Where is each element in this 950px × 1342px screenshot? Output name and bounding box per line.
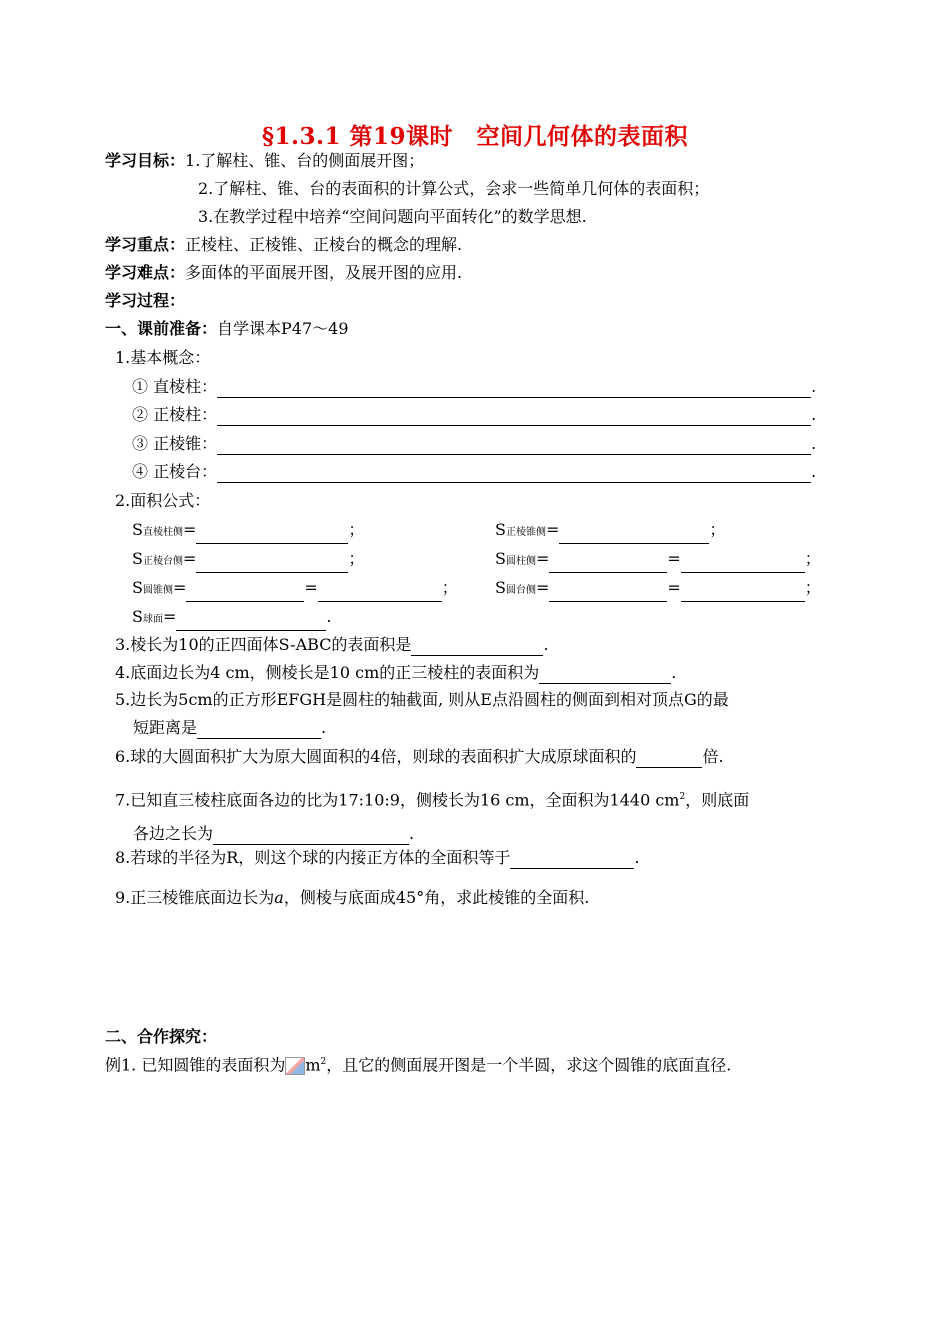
superscript: 2 xyxy=(320,1057,327,1067)
question-text: 3.棱长为10的正四面体S-ABC的表面积是 xyxy=(115,635,412,654)
semicolon: ； xyxy=(348,549,365,568)
answer-blank[interactable] xyxy=(196,555,348,573)
period: . xyxy=(811,434,817,453)
formula-symbol: S xyxy=(495,549,506,568)
concept-row xyxy=(132,404,816,426)
semicolon: ； xyxy=(348,520,365,539)
semicolon: ； xyxy=(804,578,821,597)
formula-symbol: S xyxy=(132,549,143,568)
question-text: 短距离是 xyxy=(133,718,198,737)
answer-blank[interactable] xyxy=(196,526,348,544)
equals: = xyxy=(182,520,197,539)
goal-item: 3.在教学过程中培养“空间问题向平面转化”的数学思想. xyxy=(198,207,587,226)
formula-symbol: S xyxy=(132,607,143,626)
question-8 xyxy=(115,847,639,869)
answer-blank[interactable] xyxy=(539,666,671,684)
equals: = xyxy=(535,578,550,597)
question-4 xyxy=(115,662,676,684)
difficulties xyxy=(105,262,462,284)
formula-row xyxy=(495,519,725,544)
variable: a xyxy=(274,888,284,907)
answer-blank[interactable] xyxy=(186,584,304,602)
answer-blank[interactable] xyxy=(217,380,811,398)
superscript: 2 xyxy=(679,792,686,802)
answer-blank[interactable] xyxy=(217,465,811,483)
answer-blank[interactable] xyxy=(217,437,811,455)
concept-label: ② 正棱柱： xyxy=(132,405,218,424)
answer-blank[interactable] xyxy=(411,638,543,656)
equals: = xyxy=(667,578,681,597)
example-1 xyxy=(105,1051,731,1076)
period: . xyxy=(634,848,640,867)
question-9 xyxy=(115,887,589,909)
page-title: §1.3.1 第19课时 空间几何体的表面积 xyxy=(261,123,689,150)
formula-row xyxy=(132,577,458,602)
goal-item: 1.了解柱、锥、台的侧面展开图； xyxy=(185,151,425,170)
formula-subscript: 直棱柱侧 xyxy=(142,527,183,538)
concept-label: ① 直棱柱： xyxy=(132,377,218,396)
period: . xyxy=(811,405,817,424)
question-6 xyxy=(115,746,724,768)
equals: = xyxy=(162,607,177,626)
concept-row xyxy=(132,376,816,398)
section2-label: 二、合作探究： xyxy=(105,1027,218,1046)
key-label: 学习重点： xyxy=(105,235,186,254)
concept-row xyxy=(132,461,816,483)
concept-label: ③ 正棱锥： xyxy=(132,434,218,453)
goals-row-1 xyxy=(105,150,424,172)
formula-symbol: S xyxy=(132,520,143,539)
formula-row xyxy=(132,606,331,631)
key-text: 正棱柱、正棱锥、正棱台的概念的理解. xyxy=(185,235,463,254)
period: . xyxy=(543,635,549,654)
formula-symbol: S xyxy=(495,520,506,539)
question-5-line-1: 5.边长为5cm的正方形EFGH是圆柱的轴截面, 则从E点沿圆柱的侧面到相对顶点G的最 xyxy=(115,690,729,709)
difficulty-text: 多面体的平面展开图，及展开图的应用. xyxy=(185,263,463,282)
key-points xyxy=(105,234,462,256)
formula-row xyxy=(132,548,364,573)
formula-subscript: 圆柱侧 xyxy=(505,556,536,567)
equals: = xyxy=(545,520,560,539)
example-text: 例1. 已知圆锥的表面积为 xyxy=(105,1055,286,1075)
equals: = xyxy=(535,549,550,568)
period: . xyxy=(321,718,327,737)
answer-blank[interactable] xyxy=(681,555,805,573)
section1-heading xyxy=(105,318,349,340)
formula-row xyxy=(495,548,821,573)
difficulty-label: 学习难点： xyxy=(105,263,186,282)
semicolon: ； xyxy=(709,520,726,539)
section1-label: 一、课前准备： xyxy=(105,319,218,338)
question-7-line-1 xyxy=(115,786,749,811)
question-5-line-2 xyxy=(133,717,326,739)
question-text: 各边之长为 xyxy=(133,824,214,843)
question-3 xyxy=(115,634,549,656)
question-text: 7.已知直三棱柱底面各边的比为17:10:9，侧棱长为16 cm，全面积为1440 cm xyxy=(115,790,680,810)
formulas-heading: 2.面积公式： xyxy=(115,491,211,510)
formula-subscript: 球面 xyxy=(142,614,163,625)
question-text: 6.球的大圆面积扩大为原大圆面积的4倍，则球的表面积扩大成原球面积的 xyxy=(115,747,637,766)
process-label: 学习过程： xyxy=(105,291,186,310)
question-text: 4.底面边长为4 cm，侧棱长是10 cm的正三棱柱的表面积为 xyxy=(115,663,540,682)
answer-blank[interactable] xyxy=(559,526,709,544)
formula-row xyxy=(495,577,821,602)
answer-blank[interactable] xyxy=(213,827,409,845)
equals: = xyxy=(304,578,318,597)
question-7-line-2 xyxy=(133,823,414,845)
answer-blank[interactable] xyxy=(636,750,702,768)
concept-row xyxy=(132,433,816,455)
section1-text: 自学课本P47～49 xyxy=(217,319,349,338)
question-text: 8.若球的半径为R，则这个球的内接正方体的全面积等于 xyxy=(115,848,511,867)
period: . xyxy=(811,462,817,481)
answer-blank[interactable] xyxy=(681,584,805,602)
question-text: ，则底面 xyxy=(685,790,750,810)
formula-image-icon xyxy=(285,1057,305,1075)
period: . xyxy=(326,607,332,626)
concept-label: ④ 正棱台： xyxy=(132,462,218,481)
answer-blank[interactable] xyxy=(217,408,811,426)
formula-subscript: 正棱台侧 xyxy=(142,556,183,567)
question-text: ，侧棱与底面成45°角，求此棱锥的全面积. xyxy=(283,888,590,907)
formula-subscript: 圆台侧 xyxy=(505,585,536,596)
semicolon: ； xyxy=(441,578,458,597)
equals: = xyxy=(172,578,187,597)
semicolon: ； xyxy=(804,549,821,568)
period: . xyxy=(671,663,677,682)
answer-blank[interactable] xyxy=(549,584,667,602)
formula-subscript: 圆锥侧 xyxy=(142,585,173,596)
equals: = xyxy=(182,549,197,568)
concepts-heading: 1.基本概念： xyxy=(115,348,211,367)
goals-label: 学习目标： xyxy=(105,151,186,170)
period: . xyxy=(811,377,817,396)
answer-blank[interactable] xyxy=(318,584,442,602)
answer-blank[interactable] xyxy=(197,721,321,739)
period: . xyxy=(409,824,415,843)
answer-blank[interactable] xyxy=(510,851,634,869)
equals: = xyxy=(667,549,681,568)
unit: m xyxy=(305,1055,321,1075)
example-text: ，且它的侧面展开图是一个半圆，求这个圆锥的底面直径. xyxy=(326,1055,732,1075)
question-text: 9.正三棱锥底面边长为 xyxy=(115,888,275,907)
answer-blank[interactable] xyxy=(549,555,667,573)
goal-item: 2.了解柱、锥、台的表面积的计算公式，会求一些简单几何体的表面积； xyxy=(198,179,710,198)
formula-subscript: 正棱锥侧 xyxy=(505,527,546,538)
answer-blank[interactable] xyxy=(176,613,326,631)
formula-row xyxy=(132,519,364,544)
formula-symbol: S xyxy=(495,578,506,597)
question-text: 倍. xyxy=(702,747,724,766)
formula-symbol: S xyxy=(132,578,143,597)
